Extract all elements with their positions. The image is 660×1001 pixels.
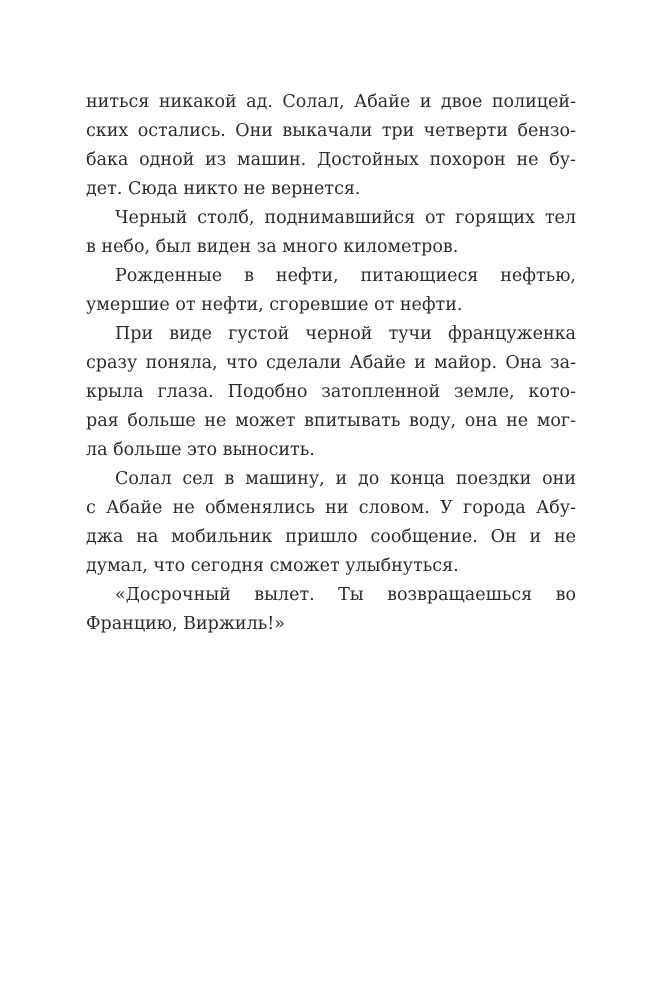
paragraph-3 — [86, 262, 576, 320]
text-line: в небо, был виден за много километров. — [86, 237, 459, 257]
text-line: джа на мобильник пришло сообщение. Он и не — [86, 527, 576, 547]
paragraph-6 — [86, 581, 576, 639]
text-line: думал, что сегодня сможет улыбнуться. — [86, 556, 459, 576]
text-line: сразу поняла, что сделали Абайе и майор. Она за- — [86, 353, 576, 373]
paragraph-1 — [86, 88, 576, 204]
text-line: с Абайе не обменялись ни словом. У города Абу- — [86, 498, 576, 518]
body-text — [86, 88, 576, 639]
text-line: бака одной из машин. Достойных похорон не бу- — [86, 150, 576, 170]
text-line: рая больше не может впитывать воду, она не мог- — [86, 411, 576, 431]
text-line: дет. Сюда никто не вернется. — [86, 179, 361, 199]
text-line: ла больше это выносить. — [86, 440, 315, 460]
text-line: Черный столб, поднимавшийся от горящих тел — [115, 208, 576, 228]
text-line: Францию, Виржиль!» — [86, 614, 285, 634]
paragraph-4 — [86, 320, 576, 465]
text-line: Солал сел в машину, и до конца поездки они — [115, 469, 576, 489]
text-line: «Досрочный вылет. Ты возвращаешься во — [115, 585, 576, 605]
text-line: крыла глаза. Подобно затопленной земле, кото- — [86, 382, 576, 402]
text-line: При виде густой черной тучи француженка — [115, 324, 576, 344]
text-line: ских остались. Они выкачали три четверти бензо- — [86, 121, 576, 141]
paragraph-2 — [86, 204, 576, 262]
paragraph-5 — [86, 465, 576, 581]
text-line: умершие от нефти, сгоревшие от нефти. — [86, 295, 463, 315]
text-line: Рожденные в нефти, питающиеся нефтью, — [115, 266, 576, 286]
text-line: ниться никакой ад. Солал, Абайе и двое полицей- — [86, 92, 576, 112]
